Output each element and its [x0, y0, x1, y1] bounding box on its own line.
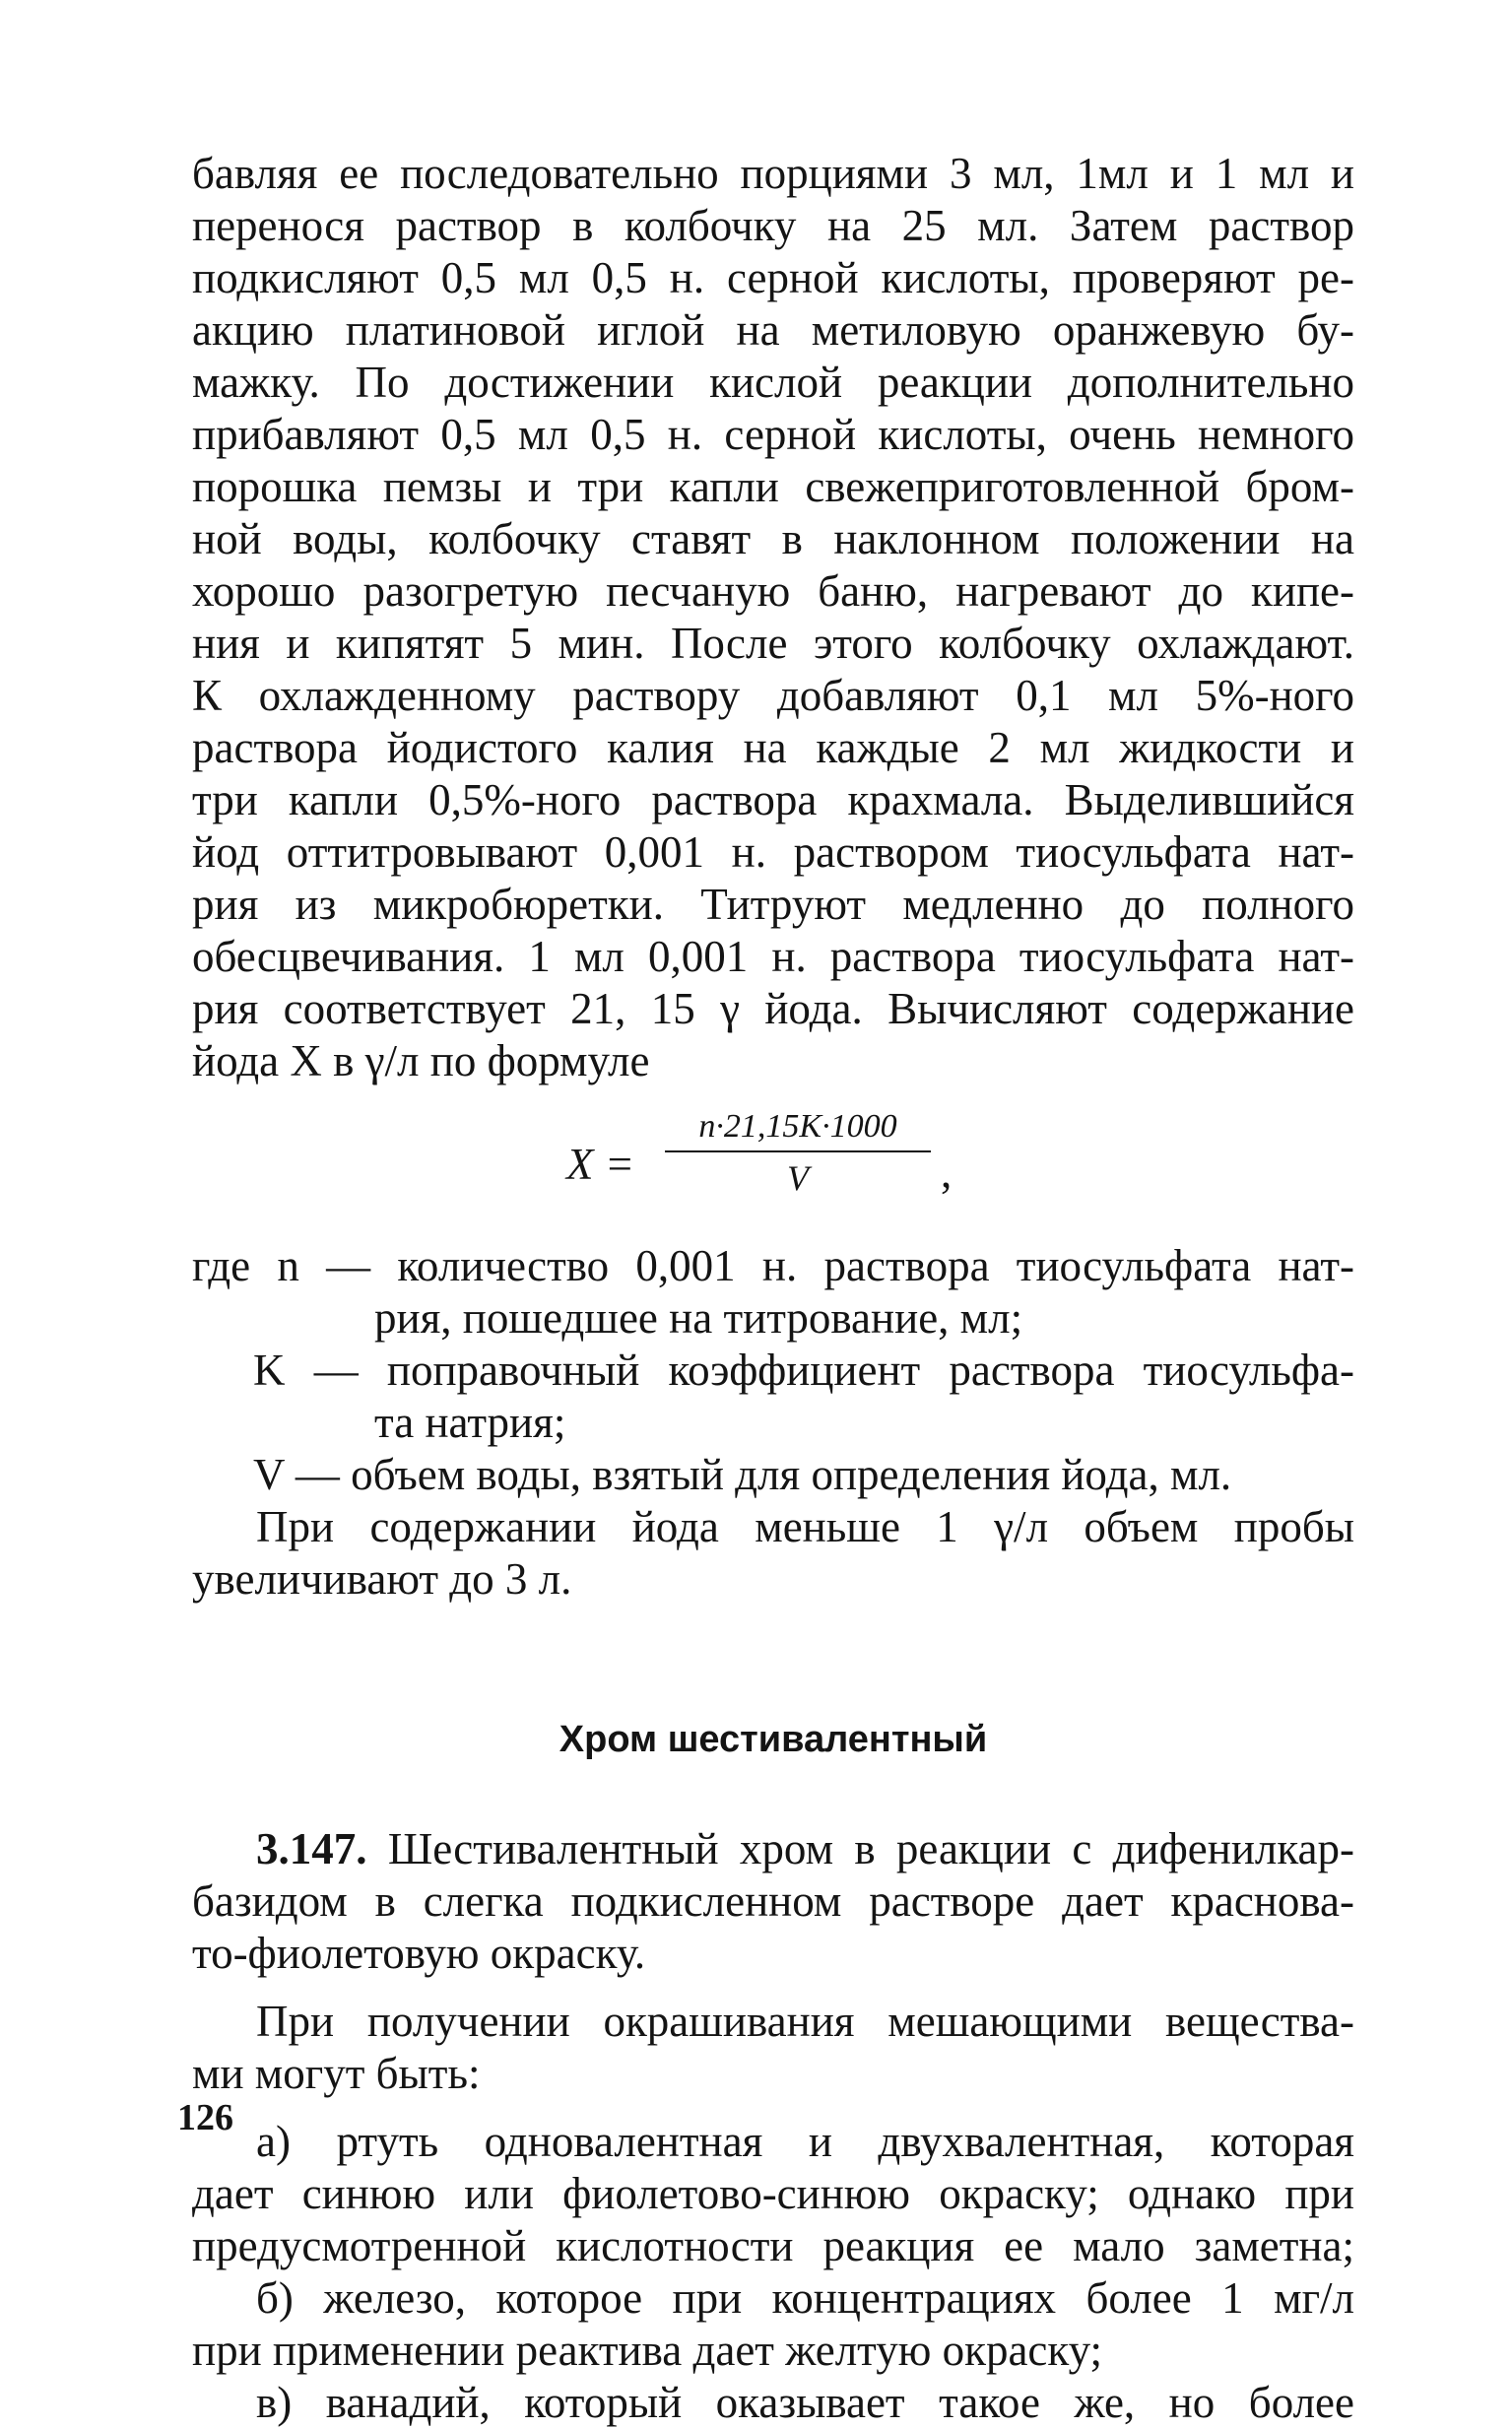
list-item: в) ванадий, который оказывает такое же, но более — [256, 2378, 1354, 2427]
text-line: мажку. По достижении кислой реакции дополнительно — [192, 358, 1354, 407]
paragraph-volume-note — [192, 1501, 1354, 1606]
text-line: йод оттитровывают 0,001 н. раствором тиосульфата нат- — [192, 827, 1354, 877]
formula-trailing-comma: , — [941, 1148, 953, 1197]
text-line: раствора йодистого калия на каждые 2 мл жидкости и — [192, 723, 1354, 772]
definition-line: та натрия; — [374, 1398, 566, 1447]
text-line: порошка пемзы и три капли свежеприготовленной бром- — [192, 462, 1354, 511]
definition-line: где n — количество 0,001 н. раствора тиосульфата нат- — [192, 1241, 1354, 1290]
formula-lhs: X = — [566, 1140, 635, 1189]
list-item: предусмотренной кислотности реакция ее мало заметна; — [192, 2221, 1354, 2270]
text-line: то-фиолетовую окраску. — [192, 1929, 646, 1978]
text-line: обесцвечивания. 1 мл 0,001 н. раствора тиосульфата нат- — [192, 932, 1354, 981]
text-line: рия из микробюретки. Титруют медленно до полного — [192, 880, 1354, 929]
text-line: базидом в слегка подкисленном растворе дает краснова- — [192, 1876, 1354, 1926]
text-line: К охлажденному раствору добавляют 0,1 мл 5%-ного — [192, 671, 1354, 720]
paragraph-interferences — [192, 1996, 1354, 2100]
formula-denominator: V — [787, 1158, 809, 1198]
list-item: дает синюю или фиолетово-синюю окраску; однако при — [192, 2169, 1354, 2218]
text-line: прибавляют 0,5 мл 0,5 н. серной кислоты, очень немного — [192, 410, 1354, 459]
list-item: б) железо, которое при концентрациях более 1 мг/л — [256, 2273, 1354, 2323]
text-line: акцию платиновой иглой на метиловую оранжевую бу- — [192, 305, 1354, 355]
definition-line: V — объем воды, взятый для определения йода, мл. — [253, 1450, 1232, 1499]
definition-line: K — поправочный коэффициент раствора тиосульфа- — [253, 1346, 1354, 1395]
formula-definitions — [192, 1240, 1354, 1501]
paragraph-iodine-method — [192, 148, 1354, 1087]
list-item: а) ртуть одновалентная и двухвалентная, которая — [256, 2117, 1354, 2166]
section-heading: Хром шестивалентный — [559, 1719, 988, 1760]
definition-line: рия, пошедшее на титрование, мл; — [374, 1293, 1023, 1343]
text-line: подкисляют 0,5 мл 0,5 н. серной кислоты, проверяют ре- — [192, 253, 1354, 302]
text-line: ния и кипятят 5 мин. После этого колбочку охлаждают. — [192, 619, 1354, 668]
text-line: увеличивают до 3 л. — [192, 1554, 572, 1604]
interference-list — [192, 2116, 1354, 2429]
text-line: ми могут быть: — [192, 2049, 481, 2098]
section-text: Шестивалентный хром в реакции с дифенилкар- — [387, 1824, 1354, 1873]
list-item: при применении реактива дает желтую окраску; — [192, 2326, 1103, 2375]
text-line — [192, 1823, 1354, 1875]
paragraph-chromium-reaction — [192, 1823, 1354, 1980]
text-line: бавляя ее последовательно порциями 3 мл, 1мл и 1 мл и — [192, 149, 1354, 198]
formula-numerator: n·21,15K·1000 — [665, 1107, 931, 1152]
text-line: хорошо разогретую песчаную баню, нагревают до кипе- — [192, 566, 1354, 616]
text-line: перенося раствор в колбочку на 25 мл. Затем раствор — [192, 201, 1354, 250]
text-line: ной воды, колбочку ставят в наклонном положении на — [192, 514, 1354, 563]
text-line: три капли 0,5%-ного раствора крахмала. Выделившийся — [192, 775, 1354, 824]
section-number: 3.147. — [256, 1824, 367, 1873]
formula-fraction — [665, 1107, 931, 1198]
text-line: При получении окрашивания мешающими вещества- — [256, 1997, 1354, 2046]
text-line: При содержании йода меньше 1 γ/л объем пробы — [256, 1502, 1354, 1551]
page-body — [192, 148, 1354, 2429]
text-line: рия соответствует 21, 15 γ йода. Вычисляют содержание — [192, 984, 1354, 1033]
iodine-formula — [192, 1107, 1354, 1220]
page-number: 126 — [177, 2097, 233, 2138]
text-line: йода X в γ/л по формуле — [192, 1036, 650, 1085]
